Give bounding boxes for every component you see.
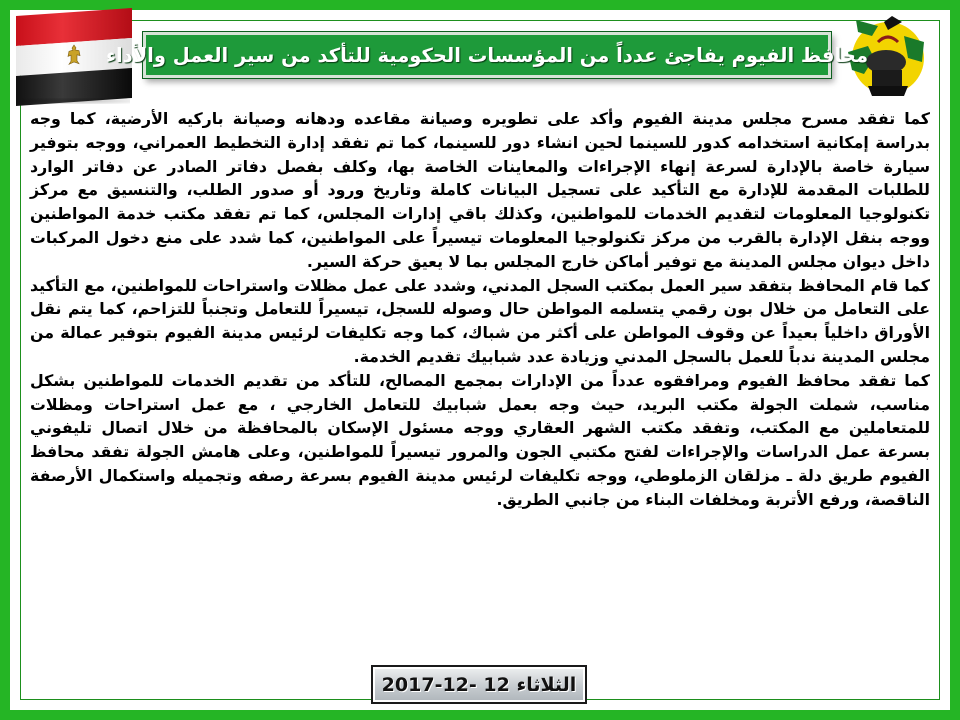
article-body [30, 107, 930, 512]
publish-date: الثلاثاء 12 -12-2017 [381, 673, 577, 696]
date-box [371, 665, 587, 704]
title-banner [105, 32, 869, 78]
headline-title: محافظ الفيوم يفاجئ عدداً من المؤسسات الحكومية للتأكد من سير العمل والأداء [105, 43, 869, 67]
article-paragraph: كما تفقد محافظ الفيوم ومرافقوه عدداً من الإدارات بمجمع المصالح، للتأكد من تقديم الخدمات للمواطنين بشكل مناسب، شملت الجولة مكتب البريد، حيث وجه بعمل شبابيك للتعامل الخارجي ، مع عمل استراحات ومظلات للمتعاملين مع المكتب، وتفقد مكتب الشهر العقاري ووجه مسئول الإسكان بالمحافظة من خلال اتصال تليفوني بسرعة عمل الدراسات والإجراءات لفتح مكتبي الجون والمرور تيسيراً للمواطنين، وعلى هامش الجولة تفقد محافظ الفيوم طريق دلة ـ مزلقان الزملوطي، ووجه تكليفات لرئيس مدينة الفيوم بسرعة رصفه وتجميله واستكمال الأرصفة الناقصة، ورفع الأتربة ومخلفات البناء من جانبي الطريق. [30, 370, 930, 509]
flag-shadow [22, 98, 130, 104]
eagle-of-saladin-icon [66, 44, 82, 67]
article-paragraph: كما قام المحافظ بتفقد سير العمل بمكتب السجل المدني، وشدد على عمل مظلات واستراحات للمواطنين، مع التأكيد على التعامل من خلال بون رقمي يتسلمه المواطن حال وصوله للسجل، تيسيراً للتعامل وتجنباً للتزاحم، كما يتم نقل الأوراق داخلياً بعيداً عن وقوف المواطن على أكثر من شباك، كما وجه تكليفات لرئيس مدينة الفيوم بتوفير عمالة من مجلس المدينة ندباً للعمل بالسجل المدني وزيادة عدد شبابيك تقديم الخدمة. [30, 275, 930, 366]
article-paragraph: كما تفقد مسرح مجلس مدينة الفيوم وأكد على تطويره وصيانة مقاعده ودهانه وصيانة باركيه الأرضية، كما وجه بدراسة إمكانية استخدامه كدور للسينما لحين انشاء دور للسينما، كما تم تفقد إدارة التخطيط العمراني، ووجه بتوفير سيارة خاصة بالإدارة لسرعة إنهاء الإجراءات والمعاينات الخاصة بها، وكلف بفصل دفاتر الصادر عن دفاتر الوارد للطلبات المقدمة للإدارة مع التأكيد على تسجيل البيانات كاملة وتاريخ ورود أو صدور الطلب، والتنسيق مع مركز تكنولوجيا المعلومات لتقديم الخدمات للمواطنين، وكذلك باقي إدارات المجلس، كما تم تفقد مكتب خدمة المواطنين ووجه بنقل الإدارة بالقرب من مركز تكنولوجيا المعلومات تيسيراً على المواطنين، كما شدد على منع دخول المركبات داخل ديوان مجلس المدينة مع توفير أماكن خارج المجلس بما لا يعيق حركة السير. [30, 109, 930, 271]
